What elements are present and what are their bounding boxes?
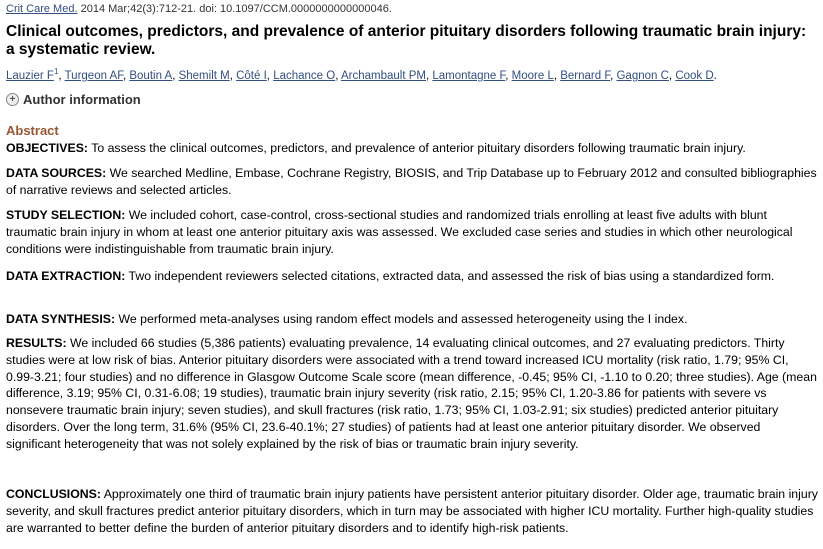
author-link[interactable]: Turgeon AF — [64, 69, 123, 82]
author-link[interactable]: Shemilt M — [178, 69, 230, 82]
section-label: RESULTS: — [6, 336, 67, 350]
author-link[interactable]: Boutin A — [129, 69, 173, 82]
section-text: We included cohort, case-control, cross-sectional studies and randomized trials enrolling at least five adults with blunt traumatic brain injury in whom at least one anterior pituitary axis was assessed. We excluded case series and studies in which other neurological conditions were indistinguishable from traumatic brain injury. — [6, 208, 793, 256]
section-text: To assess the clinical outcomes, predictors, and prevalence of anterior pituitary disorders following traumatic brain injury. — [88, 141, 746, 155]
section-text: We performed meta-analyses using random effect models and assessed heterogeneity using the I index. — [115, 312, 688, 326]
section-label: OBJECTIVES: — [6, 141, 88, 155]
author-link[interactable]: Lauzier F — [6, 69, 54, 82]
abstract-section-study-selection — [6, 207, 818, 257]
section-label: DATA SYNTHESIS: — [6, 312, 116, 326]
abstract-section-data-synthesis — [6, 311, 818, 328]
author-link[interactable]: Lachance O — [273, 69, 336, 82]
author-link[interactable]: Archambault PM — [340, 69, 426, 82]
abstract-section-data-extraction — [6, 268, 818, 285]
section-label: DATA EXTRACTION: — [6, 269, 126, 283]
article-title: Clinical outcomes, predictors, and prevalence of anterior pituitary disorders following traumatic brain injury: a systematic review. — [6, 23, 807, 58]
author-link[interactable]: Cook D — [675, 69, 714, 82]
section-text: We searched Medline, Embase, Cochrane Registry, BIOSIS, and Trip Database up to February 2012 and consulted bibliographies of narrative reviews and selected articles. — [6, 166, 817, 197]
citation-line — [6, 3, 392, 15]
author-link[interactable]: Bernard F — [560, 69, 611, 82]
section-label: DATA SOURCES: — [6, 166, 107, 180]
section-label: STUDY SELECTION: — [6, 208, 126, 222]
author-link[interactable]: Côté I — [236, 69, 267, 82]
author-list: Lauzier $F^1$, Turgeon AF, Boutin A, Shemilt M, Côté I, Lachance O, Archambault PM, Lamontagne F, Moore L, Bernard F, Gagnon C, Cook D. — [6, 67, 717, 82]
author-link[interactable]: Lamontagne F — [432, 69, 506, 82]
author-link[interactable]: Moore L — [511, 69, 554, 82]
author-link[interactable]: Gagnon C — [616, 69, 669, 82]
journal-link[interactable]: Crit Care Med. — [6, 3, 78, 15]
abstract-heading: Abstract — [6, 123, 59, 138]
author-information-label: Author information — [23, 92, 141, 107]
expand-plus-icon[interactable]: + — [6, 93, 19, 106]
section-label: CONCLUSIONS: — [6, 487, 101, 501]
section-text: We included 66 studies (5,386 patients) evaluating prevalence, 14 evaluating clinical outcomes, and 27 evaluating predictors. Thirty studies were at low risk of bias. Anterior pituitary disorders were associated with a trend toward increased ICU mortality (risk ratio, 1.79; 95% CI, 0.99-3.21; four studies) and no difference in Glasgow Outcome Scale score (mean difference, -0.45; 95% CI, -1.10 to 0.20; three studies). Age (mean difference, 3.19; 95% CI, 0.31-6.08; 19 studies), traumatic brain injury severity (risk ratio, 2.15; 95% CI, 1.20-3.86 for patients with severe vs nonsevere traumatic brain injury; seven studies), and skull fractures (risk ratio, 1.73; 95% CI, 1.03-2.91; six studies) predicted anterior pituitary disorders. Over the long term, 31.6% (95% CI, 23.6-40.1%; 27 studies) of patients had at least one anterior pituitary disorder. We observed significant heterogeneity that was not solely explained by the risk of bias or traumatic brain injury severity. — [6, 336, 817, 451]
section-text: Two independent reviewers selected citations, extracted data, and assessed the risk of bias using a standardized form. — [125, 269, 775, 283]
section-text: Approximately one third of traumatic brain injury patients have persistent anterior pituitary disorder. Older age, traumatic brain injury severity, and skull fractures predict anterior pituitary disorders, which in turn may be associated with higher ICU mortality. Further high-quality studies are warranted to better define the burden of anterior pituitary disorders and to identify high-risk patients. — [6, 487, 818, 535]
abstract-section-results — [6, 335, 818, 453]
author-information-toggle[interactable] — [6, 92, 141, 107]
abstract-section-conclusions — [6, 486, 818, 536]
abstract-section-data-sources — [6, 165, 818, 199]
citation-details: 2014 Mar;42(3):712-21. doi: 10.1097/CCM.0000000000000046. — [77, 3, 392, 15]
affiliation-marker[interactable]: 1 — [53, 67, 59, 76]
abstract-section-objectives — [6, 140, 818, 157]
